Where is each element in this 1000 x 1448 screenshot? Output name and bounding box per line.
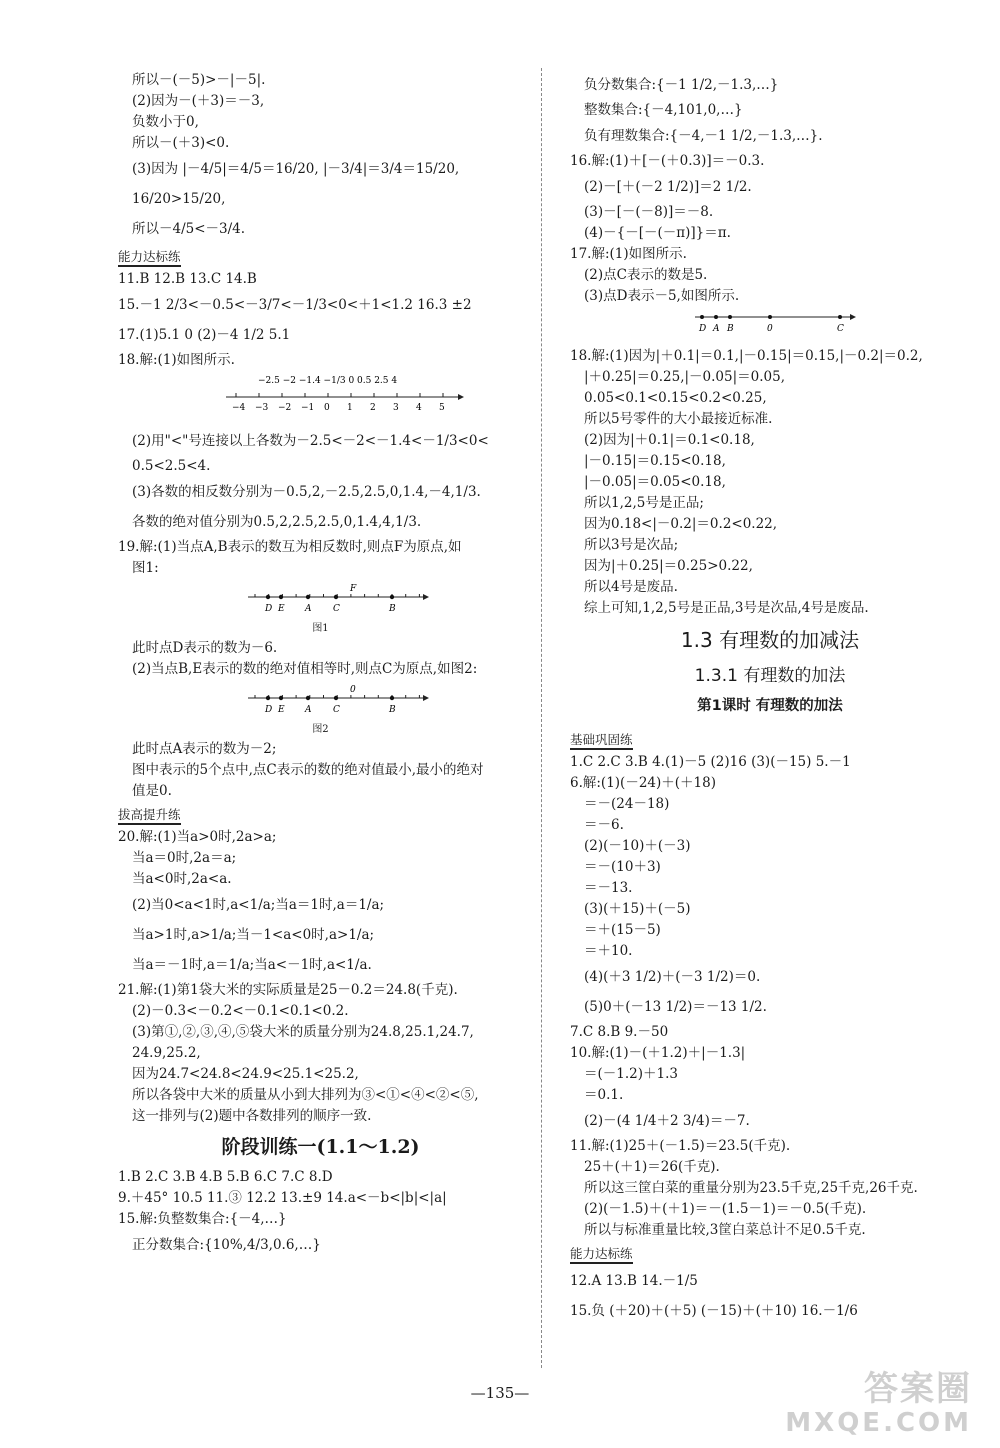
answer-line: 15.负 (＋20)＋(＋5) (－15)＋(＋10) 16.－1/6 — [570, 1303, 858, 1319]
number-line-17-points — [698, 315, 844, 334]
answer-line: ＝－13. — [584, 880, 633, 896]
point-label: A — [305, 705, 312, 715]
number-line-figure-18 — [118, 373, 523, 424]
answer-line: (2)当点B,E表示的数的绝对值相等时,则点C为原点,如图2: — [132, 661, 478, 677]
point-marker — [306, 595, 310, 599]
answer-line: 18.解:(1)如图所示. — [118, 352, 235, 368]
figure-2-points — [255, 685, 419, 715]
figure-caption: 图2 — [312, 724, 329, 735]
answer-line: (2)当0<a<1时,a<1/a;当a＝1时,a＝1/a; — [132, 897, 385, 913]
lesson-title: 第1课时 有理数的加法 — [697, 698, 843, 714]
answer-line: (2)(－1.5)＋(＋1)＝－(1.5－1)＝－0.5(千克). — [584, 1201, 867, 1217]
answer-line: (2)因为－(＋3)＝－3, — [132, 93, 265, 109]
answer-line: 18.解:(1)因为|＋0.1|＝0.1,|－0.15|＝0.15,|－0.2|＝0.2, — [570, 348, 923, 364]
number-line-arrow — [458, 394, 464, 400]
point-label: A — [713, 324, 720, 334]
point-marker — [728, 315, 732, 319]
figure-1-points — [255, 584, 419, 614]
subsection-title: 1.3.1 有理数的加法 — [694, 666, 846, 686]
answer-line: |－0.15|＝0.15<0.18, — [584, 453, 726, 469]
answer-line: 整数集合:{－4,101,0,…} — [584, 102, 743, 118]
answer-line: (4)(＋3 1/2)＋(－3 1/2)＝0. — [584, 969, 761, 985]
answer-line: 21.解:(1)第1袋大米的实际质量是25－0.2＝24.8(千克). — [118, 982, 458, 998]
tick-label: 2 — [370, 403, 376, 413]
point-label: B — [389, 604, 396, 614]
point-marker — [266, 595, 270, 599]
point-label: E — [278, 604, 285, 614]
answer-line: (4)－{－[－(－π)]}＝π. — [584, 225, 731, 241]
answer-line: 10.解:(1)－(＋1.2)＋|－1.3| — [570, 1045, 746, 1061]
point-label: C — [837, 324, 844, 334]
point-label: D — [265, 604, 273, 614]
tick-label: −3 — [255, 403, 269, 413]
answer-line: 这一排列与(2)题中各数排列的顺序一致. — [132, 1108, 372, 1124]
section-heading: 能力达标练 — [570, 1245, 633, 1264]
answer-line: ＝－6. — [584, 817, 624, 833]
answer-line: ＝0.1. — [584, 1087, 624, 1103]
point-label: A — [305, 604, 312, 614]
answer-line: 1.B 2.C 3.B 4.B 5.B 6.C 7.C 8.D — [118, 1169, 333, 1185]
answer-line: 16.解:(1)＋[－(＋0.3)]＝－0.3. — [570, 153, 765, 169]
figure-2-svg — [118, 682, 523, 716]
point-label: C — [333, 604, 340, 614]
figure-1-svg — [118, 581, 523, 615]
point-marker — [700, 315, 704, 319]
answer-line: (3)(＋15)＋(－5) — [584, 901, 691, 917]
answer-line: 16/20>15/20, — [132, 191, 226, 207]
point-marker — [334, 595, 338, 599]
point-label: D — [265, 705, 273, 715]
answer-line: 所以－(＋3)<0. — [132, 135, 230, 151]
answer-line: 负数小于0, — [132, 114, 199, 130]
point-label: D — [699, 324, 707, 334]
answer-line: 因为|＋0.25|＝0.25>0.22, — [584, 558, 753, 574]
number-line-top-labels: −2.5 −2 −1.4 −1/3 0 0.5 2.5 4 — [258, 376, 398, 386]
answer-line: ＝(－1.2)＋1.3 — [584, 1066, 678, 1082]
origin-label: 0 — [350, 685, 356, 695]
answer-line: 20.解:(1)当a>0时,2a>a; — [118, 829, 277, 845]
section-title: 1.3 有理数的加减法 — [680, 628, 860, 652]
section-heading: 基础巩固练 — [570, 731, 633, 750]
watermark-bottom: MXQE.COM — [785, 1408, 972, 1438]
answer-line: 25＋(＋1)＝26(千克). — [584, 1159, 720, 1175]
answer-line: 9.＋45° 10.5 11.③ 12.2 13.±9 14.a<－b<|b|<|a| — [118, 1190, 447, 1206]
answer-line: 11.B 12.B 13.C 14.B — [118, 271, 257, 287]
watermark-logo — [785, 1370, 972, 1438]
answer-line: 24.9,25.2, — [132, 1045, 201, 1061]
number-line-figure-17 — [570, 309, 970, 344]
answer-line: (2)(－10)＋(－3) — [584, 838, 691, 854]
section-heading: 拔高提升练 — [118, 806, 181, 825]
answer-line: (3)因为 |－4/5|＝4/5＝16/20, |－3/4|＝3/4＝15/20, — [132, 161, 460, 177]
point-marker — [838, 315, 842, 319]
answer-line: 正分数集合:{10%,4/3,0.6,…} — [132, 1237, 321, 1253]
answer-line: 图中表示的5个点中,点C表示的数的绝对值最小,最小的绝对 — [132, 762, 484, 778]
answer-line: (3)－[－(－8)]＝－8. — [584, 204, 714, 220]
number-line-ticks — [232, 393, 445, 413]
answer-line: 当a<0时,2a<a. — [132, 871, 232, 887]
point-marker — [306, 696, 310, 700]
answer-line: 15.解:负整数集合:{－4,…} — [118, 1211, 287, 1227]
point-marker — [390, 595, 394, 599]
tick-label: 0 — [324, 403, 330, 413]
answer-line: 0.5<2.5<4. — [132, 458, 211, 474]
answer-line: 所以5号零件的大小最接近标准. — [584, 411, 773, 427]
point-label: B — [727, 324, 734, 334]
page-number: —135— — [470, 1384, 530, 1402]
answer-line: (3)各数的相反数分别为－0.5,2,－2.5,2.5,0,1.4,－4,1/3. — [132, 484, 481, 500]
answer-line: 当a＝－1时,a＝1/a;当a<－1时,a<1/a. — [132, 957, 372, 973]
figure-caption: 图1 — [312, 623, 329, 634]
tick-label: −2 — [278, 403, 292, 413]
answer-line: 负有理数集合:{－4,－1 1/2,－1.3,…}. — [584, 128, 823, 144]
answer-line: 所以－(－5)>－|－5|. — [132, 72, 266, 88]
answer-line: 6.解:(1)(－24)＋(＋18) — [570, 775, 716, 791]
tick-label: 3 — [393, 403, 399, 413]
answer-line: 所以各袋中大米的质量从小到大排列为③<①<④<②<⑤, — [132, 1087, 479, 1103]
answer-line: 图1: — [132, 560, 159, 576]
answer-line: 因为24.7<24.8<24.9<25.1<25.2, — [132, 1066, 359, 1082]
stage-title: 阶段训练一(1.1～1.2) — [221, 1136, 420, 1158]
point-label: E — [278, 705, 285, 715]
answer-line: (2)－(4 1/4＋2 3/4)＝－7. — [584, 1113, 750, 1129]
answer-line: ＝－(24－18) — [584, 796, 670, 812]
answer-line: 当a>1时,a>1/a;当－1<a<0时,a>1/a; — [132, 927, 375, 943]
answer-line: 所以1,2,5号是正品; — [584, 495, 704, 511]
answer-line: ＝＋10. — [584, 943, 633, 959]
point-marker — [390, 696, 394, 700]
answer-line: 所以－4/5<－3/4. — [132, 221, 246, 237]
answer-line: |＋0.25|＝0.25,|－0.05|＝0.05, — [584, 369, 786, 385]
answer-line: (2)－[＋(－2 1/2)]＝2 1/2. — [584, 179, 752, 195]
point-marker — [334, 696, 338, 700]
answer-line: 0.05<0.1<0.15<0.2<0.25, — [584, 390, 767, 406]
answer-line: 因为0.18<|－0.2|＝0.2<0.22, — [584, 516, 778, 532]
answer-line: 所以4号是废品. — [584, 579, 678, 595]
answer-line: 当a＝0时,2a＝a; — [132, 850, 237, 866]
tick-label: −1 — [301, 403, 315, 413]
left-column — [118, 70, 523, 1260]
answer-line: 15.－1 2/3<－0.5<－3/7<－1/3<0<＋1<1.2 16.3 ±2 — [118, 297, 472, 313]
figure-2 — [118, 682, 523, 737]
origin-label: F — [350, 584, 357, 594]
watermark-top: 答案圈 — [864, 1369, 972, 1409]
answer-line: (2)－0.3<－0.2<－0.1<0.1<0.2. — [132, 1003, 349, 1019]
answer-line: 此时点D表示的数为－6. — [132, 640, 278, 656]
right-column — [570, 70, 970, 1326]
point-label: 0 — [767, 324, 773, 334]
number-line-18-svg — [118, 373, 523, 417]
answer-line: (3)第①,②,③,④,⑤袋大米的质量分别为24.8,25.1,24.7, — [132, 1024, 474, 1040]
answer-line: 12.A 13.B 14.－1/5 — [570, 1273, 698, 1289]
tick-label: 4 — [416, 403, 422, 413]
answer-line: (2)因为|＋0.1|＝0.1<0.18, — [584, 432, 755, 448]
tick-label: 5 — [439, 403, 445, 413]
answer-line: 17.解:(1)如图所示. — [570, 246, 687, 262]
column-divider — [541, 68, 542, 1368]
answer-line: ＝－(10＋3) — [584, 859, 661, 875]
point-marker — [714, 315, 718, 319]
point-marker — [266, 696, 270, 700]
answer-line: 1.C 2.C 3.B 4.(1)－5 (2)16 (3)(－15) 5.－1 — [570, 754, 851, 770]
answer-line: 7.C 8.B 9.－50 — [570, 1024, 669, 1040]
point-marker — [768, 315, 772, 319]
figure-1 — [118, 581, 523, 636]
answer-line: 17.(1)5.1 0 (2)－4 1/2 5.1 — [118, 327, 291, 343]
answer-line: 所以与标准重量比较,3筐白菜总计不足0.5千克. — [584, 1222, 866, 1238]
answer-line: ＝＋(15－5) — [584, 922, 661, 938]
section-heading: 能力达标练 — [118, 248, 181, 267]
answer-line: 综上可知,1,2,5号是正品,3号是次品,4号是废品. — [584, 600, 869, 616]
answer-line: 11.解:(1)25＋(－1.5)＝23.5(千克). — [570, 1138, 791, 1154]
answer-line: (2)点C表示的数是5. — [584, 267, 708, 283]
point-marker — [279, 595, 283, 599]
number-line-17-svg — [570, 309, 970, 337]
answer-line: 此时点A表示的数为－2; — [132, 741, 277, 757]
answer-line: 19.解:(1)当点A,B表示的数互为相反数时,则点F为原点,如 — [118, 539, 462, 555]
answer-line: 所以3号是次品; — [584, 537, 679, 553]
answer-line: 负分数集合:{－1 1/2,－1.3,…} — [584, 77, 779, 93]
answer-line: (3)点D表示－5,如图所示. — [584, 288, 740, 304]
tick-label: 1 — [347, 403, 353, 413]
answer-line: (2)用"<"号连接以上各数为－2.5<－2<－1.4<－1/3<0< — [132, 433, 489, 449]
point-label: B — [389, 705, 396, 715]
answer-line: 各数的绝对值分别为0.5,2,2.5,2.5,0,1.4,4,1/3. — [132, 514, 422, 530]
answer-line: |－0.05|＝0.05<0.18, — [584, 474, 726, 490]
answer-line: (5)0＋(－13 1/2)＝－13 1/2. — [584, 999, 767, 1015]
point-label: C — [333, 705, 340, 715]
answer-line: 所以这三筐白菜的重量分别为23.5千克,25千克,26千克. — [584, 1180, 918, 1196]
tick-label: −4 — [232, 403, 246, 413]
point-marker — [279, 696, 283, 700]
answer-line: 值是0. — [132, 783, 172, 799]
